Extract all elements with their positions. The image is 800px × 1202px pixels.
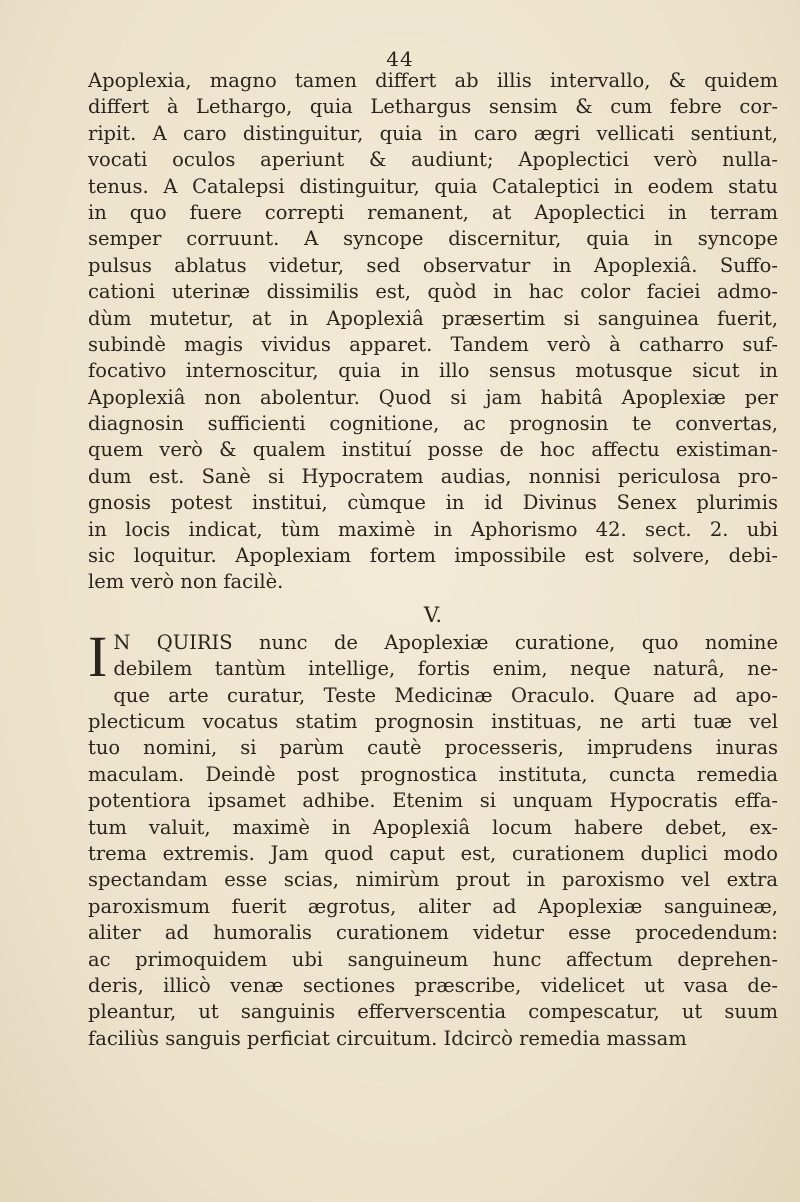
text-line: debilem tantùm intellige, fortis enim, neque naturâ, ne-	[113, 657, 778, 681]
text-line: pleantur, ut sanguinis efferverscentia compescatur, ut suum	[88, 1000, 778, 1024]
text-block	[88, 68, 778, 1052]
text-line: in quo fuere correpti remanent, at Apoplectici in terram	[88, 200, 778, 224]
text-line: potentiora ipsamet adhibe. Etenim si unquam Hypocratis effa-	[88, 789, 778, 813]
text-line: ac primoquidem ubi sanguineum hunc affectum deprehen-	[88, 947, 778, 971]
text-line: semper corruunt. A syncope discernitur, quia in syncope	[88, 227, 778, 251]
paragraph-2	[88, 683, 778, 1052]
text-line: Apoplexia, magno tamen differt ab illis intervallo, & quidem	[88, 69, 778, 92]
text-line: faciliùs sanguis perficiat circuitum. Idcircò remedia massam	[88, 1026, 687, 1050]
text-line: dum est. Sanè si Hypocratem audias, nonnisi periculosa pro-	[88, 464, 778, 488]
text-line: maculam. Deindè post prognostica instituta, cuncta remedia	[88, 762, 778, 786]
paragraph-1	[88, 68, 778, 596]
section-heading: V.	[423, 602, 443, 627]
text-line: pulsus ablatus videtur, sed observatur in Apoplexiâ. Suffo-	[88, 253, 778, 277]
text-line: quem verò & qualem instituí posse de hoc affectu existiman-	[88, 438, 778, 462]
drop-cap-initial: I	[88, 623, 108, 689]
text-line: gnosis potest institui, cùmque in id Divinus Senex plurimis	[88, 491, 778, 515]
text-line: tenus. A Catalepsi distinguitur, quia Cataleptici in eodem statu	[88, 174, 778, 198]
text-line: cationi uterinæ dissimilis est, quòd in hac color faciei admo-	[88, 280, 778, 304]
text-line: trema extremis. Jam quod caput est, curationem duplici modo	[88, 841, 778, 865]
text-line: dùm mutetur, at in Apoplexiâ præsertim si sanguinea fuerit,	[88, 306, 778, 330]
text-line: focativo internoscitur, quia in illo sensus motusque sicut in	[88, 359, 778, 383]
text-line: aliter ad humoralis curationem videtur esse procedendum:	[88, 921, 778, 945]
text-line: deris, illicò venæ sectiones præscribe, videlicet ut vasa de-	[88, 973, 778, 997]
text-line: vocati oculos aperiunt & audiunt; Apoplectici verò nulla-	[88, 148, 778, 172]
text-line: ripit. A caro distinguitur, quia in caro ægri vellicati sentiunt,	[88, 121, 778, 145]
text-line: que arte curatur, Teste Medicinæ Oraculo. Quare ad apo-	[113, 683, 778, 707]
text-line: paroxismum fuerit ægrotus, aliter ad Apoplexiæ sanguineæ,	[88, 894, 778, 918]
text-line: lem verò non facilè.	[88, 570, 284, 594]
text-line: sic loquitur. Apoplexiam fortem impossibile est solvere, debi-	[88, 544, 778, 568]
text-line: differt à Lethargo, quia Lethargus sensim & cum febre cor-	[88, 95, 778, 119]
text-line: spectandam esse scias, nimirùm prout in paroxismo vel extra	[88, 868, 778, 892]
section-opening	[88, 623, 778, 689]
text-line: in locis indicat, tùm maximè in Aphorismo 42. sect. 2. ubi	[88, 517, 778, 541]
text-line: Apoplexiâ non abolentur. Quod si jam habitâ Apoplexiæ per	[88, 385, 778, 409]
text-line: tuo nomini, si parùm cautè processeris, imprudens inuras	[88, 736, 778, 760]
page-number: 44	[386, 47, 414, 71]
text-line: diagnosin sufficienti cognitione, ac prognosin te convertas,	[88, 412, 778, 436]
text-line: plecticum vocatus statim prognosin instituas, ne arti tuæ vel	[88, 709, 778, 733]
text-line: N QUIRIS nunc de Apoplexiæ curatione, quo nomine	[113, 630, 778, 654]
text-line: subindè magis vividus apparet. Tandem verò à catharro suf-	[88, 332, 778, 356]
text-line: tum valuit, maximè in Apoplexiâ locum habere debet, ex-	[88, 815, 778, 839]
